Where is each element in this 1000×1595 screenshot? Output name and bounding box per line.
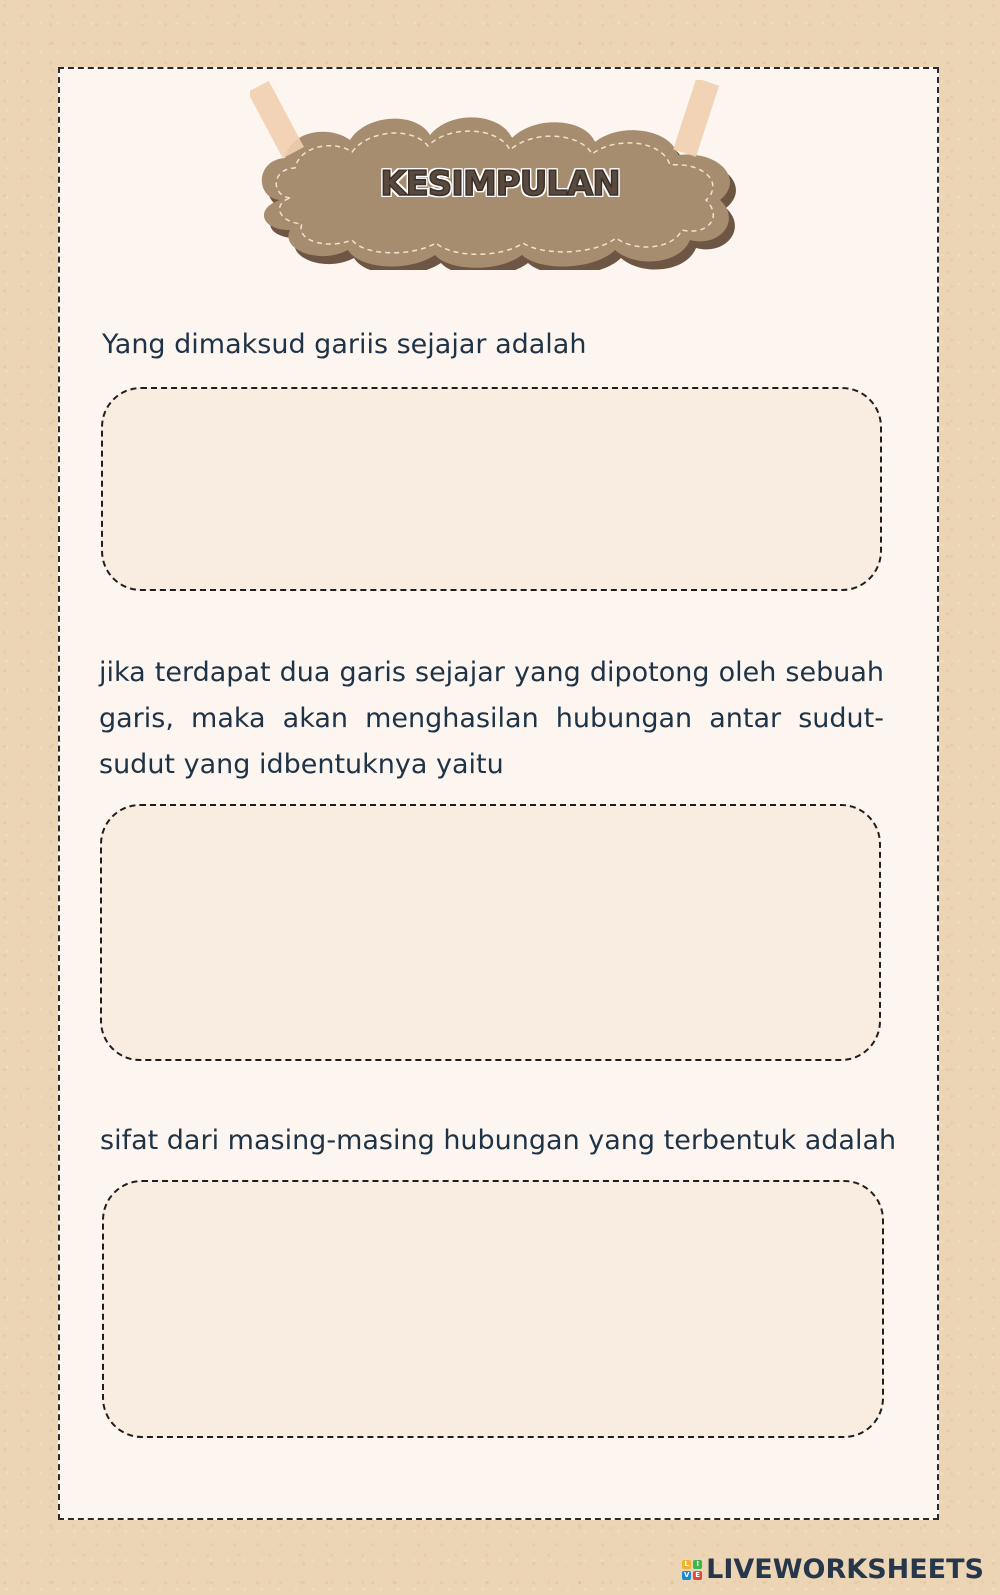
title-banner bbox=[250, 80, 750, 270]
logo-cell-i: I bbox=[693, 1560, 702, 1569]
question-2-text: jika terdapat dua garis sejajar yang dipotong oleh sebuah garis, maka akan menghasilan hubungan antar sudut-sudut yang idbentuknya yaitu bbox=[99, 657, 884, 780]
brand-label: LIVEWORKSHEETS bbox=[706, 1554, 984, 1585]
answer-box-2[interactable] bbox=[100, 804, 881, 1061]
logo-cell-v: V bbox=[683, 1570, 690, 1579]
tape-left bbox=[250, 81, 304, 158]
liveworksheets-logo-icon bbox=[682, 1560, 702, 1580]
logo-cell-e: E bbox=[693, 1571, 702, 1580]
tape-right bbox=[673, 80, 719, 157]
question-3-text: sifat dari masing-masing hubungan yang terbentuk adalah bbox=[100, 1125, 897, 1156]
page-title: KESIMPULAN bbox=[380, 164, 620, 204]
answer-box-1[interactable] bbox=[101, 387, 882, 591]
answer-box-3[interactable] bbox=[102, 1180, 884, 1438]
question-1-text: Yang dimaksud gariis sejajar adalah bbox=[102, 329, 587, 360]
logo-cell-l: L bbox=[682, 1560, 691, 1569]
liveworksheets-brand bbox=[682, 1554, 984, 1585]
